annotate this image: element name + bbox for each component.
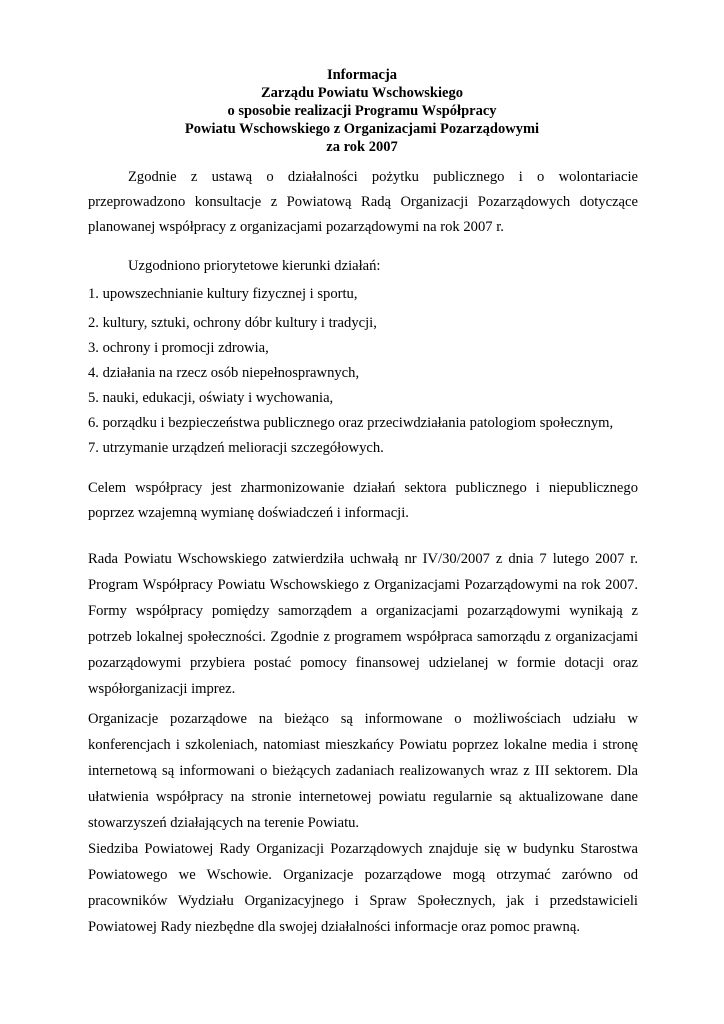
priorities-list (88, 284, 638, 458)
title-line: o sposobie realizacji Programu Współpracy (227, 103, 497, 119)
information-line: stowarzyszeń działających na terenie Powiatu. (88, 815, 360, 831)
list-item: 5. nauki, edukacji, oświaty i wychowania, (88, 390, 334, 406)
priorities-heading: Uzgodniono priorytetowe kierunki działań: (128, 258, 381, 274)
intro-line: planowanej współpracy z organizacjami pozarządowymi na rok 2007 r. (88, 219, 504, 235)
document-title (0, 66, 724, 156)
goal-paragraph (88, 476, 638, 526)
information-line: internetową są informowani o bieżących zadaniach realizowanych wraz z III sektorem. Dla (88, 763, 638, 779)
goal-line: poprzez wzajemną wymianę doświadczeń i informacji. (88, 505, 409, 521)
intro-line: Zgodnie z ustawą o działalności pożytku publicznego i o wolontariacie (128, 169, 638, 185)
list-item: 6. porządku i bezpieczeństwa publicznego oraz przeciwdziałania patologiom społecznym, (88, 415, 614, 431)
council-line: Formy współpracy pomiędzy samorządem a organizacjami pozarządowymi wynikają z (88, 603, 638, 619)
seat-line: Powiatowej Rady niezbędne dla swojej działalności informacje oraz pomoc prawną. (88, 919, 580, 935)
council-line: Rada Powiatu Wschowskiego zatwierdziła uchwałą nr IV/30/2007 z dnia 7 lutego 2007 r. (88, 551, 638, 567)
information-paragraph (88, 706, 638, 836)
information-line: konferencjach i szkoleniach, natomiast mieszkańcy Powiatu poprzez lokalne media i stronę (88, 737, 638, 753)
list-item: 2. kultury, sztuki, ochrony dóbr kultury i tradycji, (88, 315, 377, 331)
list-item: 3. ochrony i promocji zdrowia, (88, 340, 269, 356)
title-line: za rok 2007 (326, 139, 398, 155)
title-line: Informacja (326, 67, 398, 83)
information-line: Organizacje pozarządowe na bieżąco są informowane o możliwościach udziału w (88, 711, 638, 727)
council-line: Program Współpracy Powiatu Wschowskiego z Organizacjami Pozarządowymi na rok 2007. (88, 577, 638, 593)
council-paragraph (88, 546, 638, 702)
title-line: Powiatu Wschowskiego z Organizacjami Pozarządowymi (184, 121, 540, 137)
title-line: Zarządu Powiatu Wschowskiego (261, 85, 463, 101)
list-item: 7. utrzymanie urządzeń melioracji szczegółowych. (88, 440, 384, 456)
intro-line: przeprowadzono konsultacje z Powiatową Radą Organizacji Pozarządowych dotyczące (88, 194, 638, 210)
intro-paragraph (88, 165, 638, 240)
list-item: 4. działania na rzecz osób niepełnosprawnych, (88, 365, 360, 381)
seat-line: Siedziba Powiatowej Rady Organizacji Pozarządowych znajduje się w budynku Starostwa (88, 841, 638, 857)
information-line: ułatwienia współpracy na stronie internetowej powiatu regularnie są aktualizowane dane (88, 789, 638, 805)
council-line: pozarządowymi przybiera postać pomocy finansowej udzielanej w formie dotacji oraz (88, 655, 638, 671)
council-line: potrzeb lokalnej społeczności. Zgodnie z programem współpraca samorządu z organizacjami (88, 629, 638, 645)
seat-paragraph (88, 836, 638, 940)
seat-line: pracowników Wydziału Organizacyjnego i Spraw Społecznych, jak i przedstawicieli (88, 893, 638, 909)
council-line: współorganizacji imprez. (88, 681, 236, 697)
seat-line: Powiatowego we Wschowie. Organizacje pozarządowe mogą otrzymać zarówno od (88, 867, 638, 883)
list-item: 1. upowszechnianie kultury fizycznej i sportu, (88, 286, 358, 302)
goal-line: Celem współpracy jest zharmonizowanie działań sektora publicznego i niepublicznego (88, 480, 638, 496)
